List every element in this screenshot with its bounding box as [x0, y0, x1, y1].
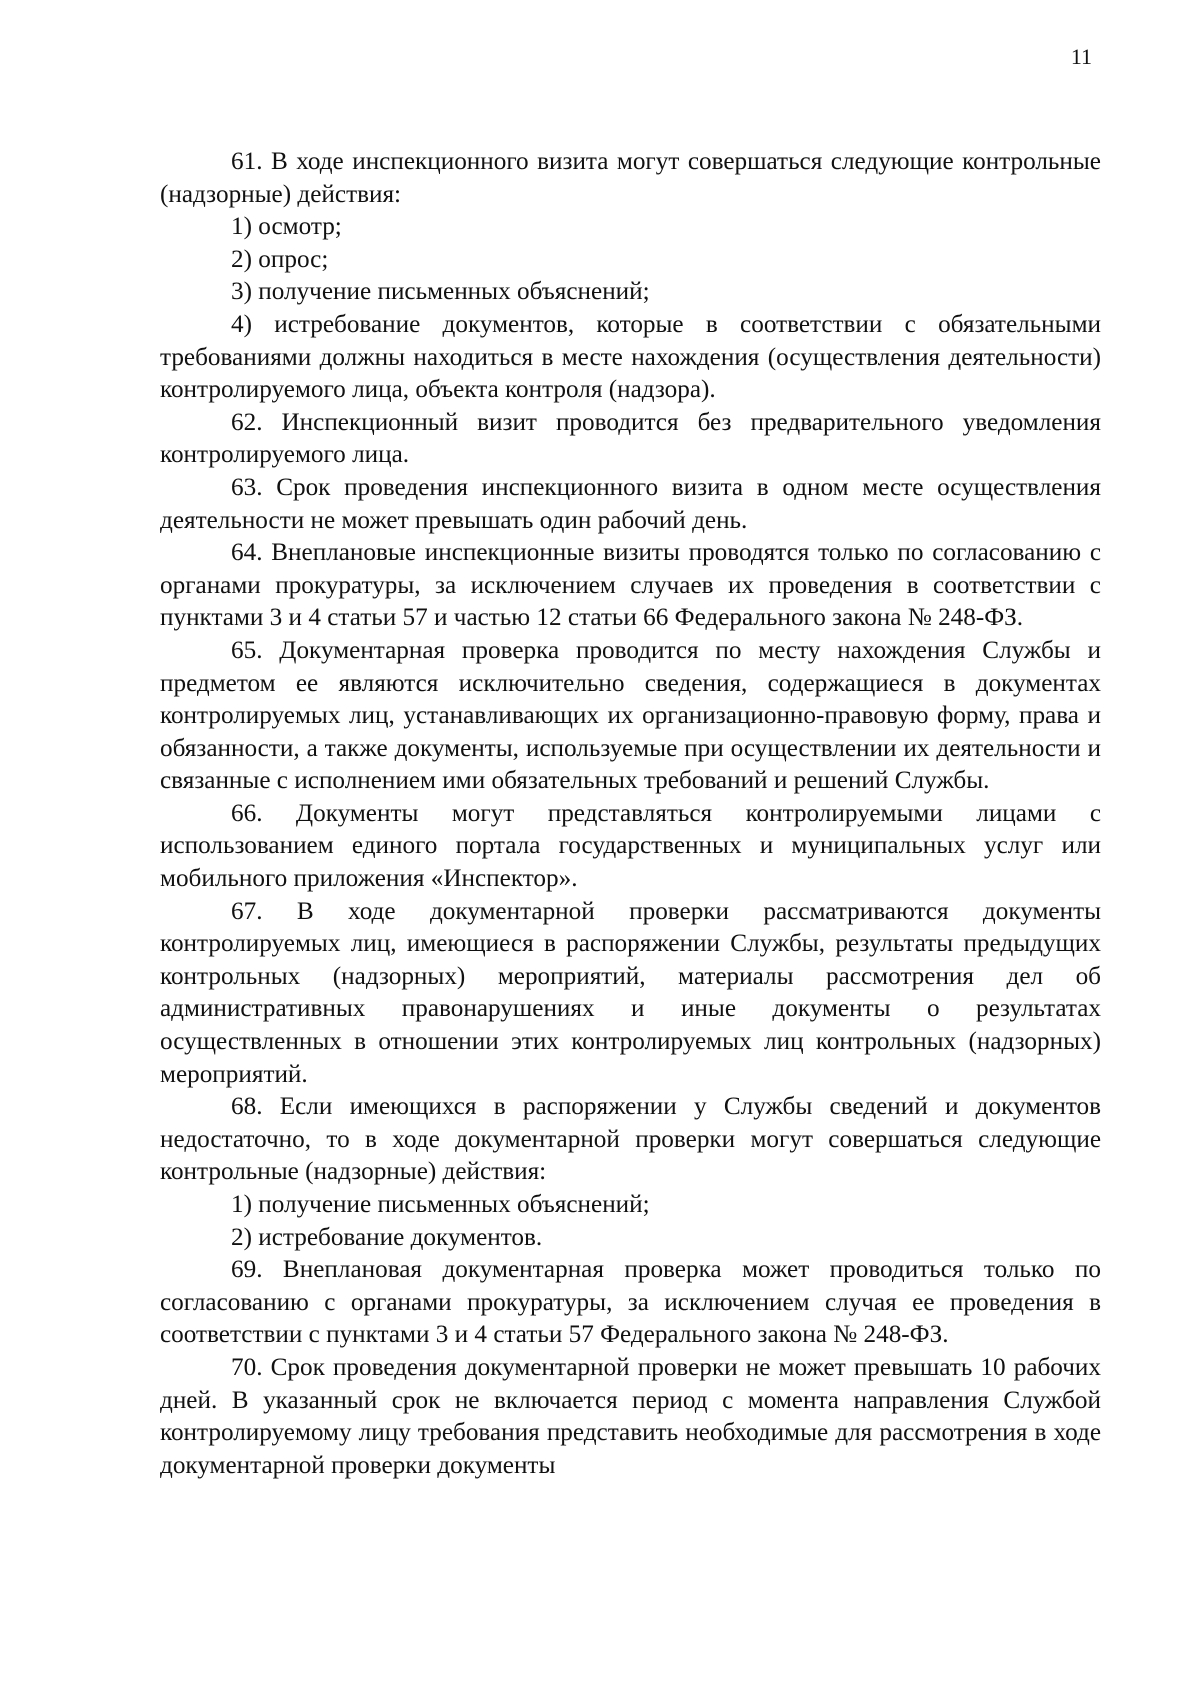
- paragraph-66: 66. Документы могут представляться контролируемыми лицами с использованием единого портала государственных и муниципальных услуг или мобильного приложения «Инспектор».: [160, 799, 1101, 893]
- list-item-document-request: 4) истребование документов, которые в соответствии с обязательными требованиями должны находиться в месте нахождения (осуществления деятельности) контролируемого лица, объекта контроля (надзора).: [160, 310, 1101, 404]
- paragraph-64: 64. Внеплановые инспекционные визиты проводятся только по согласованию с органами прокуратуры, за исключением случаев их проведения в соответствии с пунктами 3 и 4 статьи 57 и частью 12 статьи 66 Федерального закона № 248-ФЗ.: [160, 539, 1101, 632]
- paragraph-68: 68. Если имеющихся в распоряжении у Службы сведений и документов недостаточно, то в ходе документарной проверки могут совершаться следующие контрольные (надзорные) действия:: [160, 1093, 1101, 1186]
- list-item-document-request-2: 2) истребование документов.: [231, 1223, 543, 1251]
- list-item-survey: 2) опрос;: [231, 245, 329, 273]
- list-item-written-explanations-2: 1) получение письменных объяснений;: [231, 1191, 650, 1218]
- paragraph-67: 67. В ходе документарной проверки рассматриваются документы контролируемых лиц, имеющиеся в распоряжении Службы, результаты предыдущих контрольных (надзорных) мероприятий, материалы рассмотрения дел об административных правонарушениях и иные документы о результатах осуществленных в отношении этих контролируемых лиц контрольных (надзорных) мероприятий.: [160, 897, 1101, 1088]
- page-number: 11: [1070, 44, 1092, 69]
- paragraph-62: 62. Инспекционный визит проводится без предварительного уведомления контролируемого лица.: [160, 408, 1101, 469]
- paragraph-69: 69. Внеплановая документарная проверка может проводиться только по согласованию с органами прокуратуры, за исключением случая ее проведения в соответствии с пунктами 3 и 4 статьи 57 Федерального закона № 248-ФЗ.: [160, 1256, 1101, 1349]
- paragraph-63: 63. Срок проведения инспекционного визита в одном месте осуществления деятельности не может превышать один рабочий день.: [160, 473, 1101, 534]
- list-item-inspection-view: 1) осмотр;: [231, 213, 342, 241]
- paragraph-65: 65. Документарная проверка проводится по месту нахождения Службы и предметом ее являются исключительно сведения, содержащиеся в документах контролируемых лиц, устанавливающих их организационно-правовую форму, права и обязанности, а также документы, используемые при осуществлении их деятельности и связанные с исполнением ими обязательных требований и решений Службы.: [160, 636, 1101, 795]
- paragraph-70: 70. Срок проведения документарной проверки не может превышать 10 рабочих дней. В указанный срок не включается период с момента направления Службой контролируемому лицу требования представить необходимые для рассмотрения в ходе документарной проверки документы: [160, 1353, 1101, 1479]
- list-item-written-explanations: 3) получение письменных объяснений;: [231, 278, 650, 306]
- paragraph-61: 61. В ходе инспекционного визита могут совершаться следующие контрольные (надзорные) действия:: [160, 148, 1101, 208]
- document-body: [160, 146, 1101, 1482]
